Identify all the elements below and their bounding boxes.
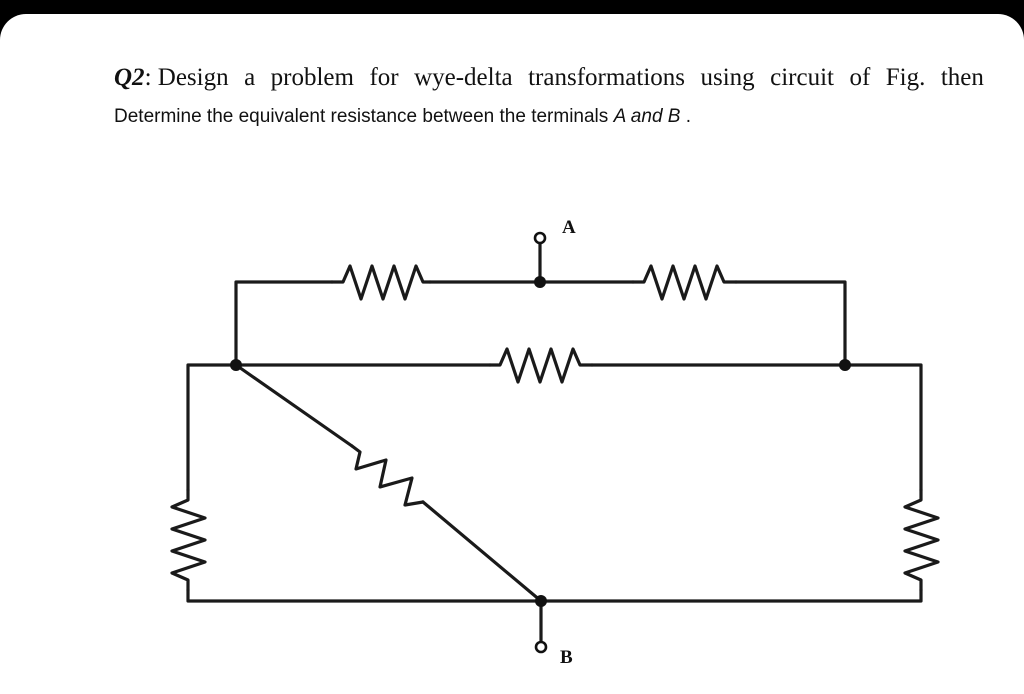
question-word: transformations (528, 64, 686, 91)
question-word: : Design (144, 64, 229, 91)
and-ref: and (625, 106, 668, 127)
question-word: of (849, 64, 871, 91)
wire-right-outer-top (845, 365, 921, 490)
question-word: using (700, 64, 755, 91)
node-left (230, 359, 242, 371)
question-line-2-text: Determine the equivalent resistance between the terminals (114, 106, 614, 127)
question-word: wye-delta (414, 64, 513, 91)
question-word: then (940, 64, 984, 91)
wire-top-left (236, 282, 332, 365)
resistor-diagonal (352, 446, 423, 505)
wire-left-outer-bottom (188, 590, 541, 601)
resistor-left (172, 490, 205, 590)
terminal-b-ref: B (667, 106, 681, 127)
terminal-b (536, 642, 546, 652)
node-right (839, 359, 851, 371)
terminal-a-label: A (562, 217, 576, 238)
question-word: Fig. (885, 64, 926, 91)
question-label: Q2 (114, 64, 145, 91)
wire-top-right (736, 282, 845, 365)
question-word: circuit (770, 64, 834, 91)
wire-diagonal-upper (236, 365, 352, 446)
question-line-2-suffix: . (680, 106, 692, 127)
question-word: problem (270, 64, 354, 91)
resistor-top-left (332, 266, 430, 299)
resistor-middle (490, 349, 592, 382)
question-word: a (244, 64, 256, 91)
resistor-right (905, 490, 938, 590)
node-bottom-b (535, 595, 547, 607)
node-top-a (534, 276, 546, 288)
wire-right-outer-bottom (541, 590, 921, 601)
terminal-a (535, 233, 545, 243)
question-word: for (369, 64, 399, 91)
resistor-top-right (633, 266, 736, 299)
wire-diagonal-lower (423, 502, 541, 601)
terminal-b-label: B (560, 647, 573, 668)
terminal-a-ref: A (613, 106, 626, 127)
wire-left-outer-top (188, 365, 236, 490)
